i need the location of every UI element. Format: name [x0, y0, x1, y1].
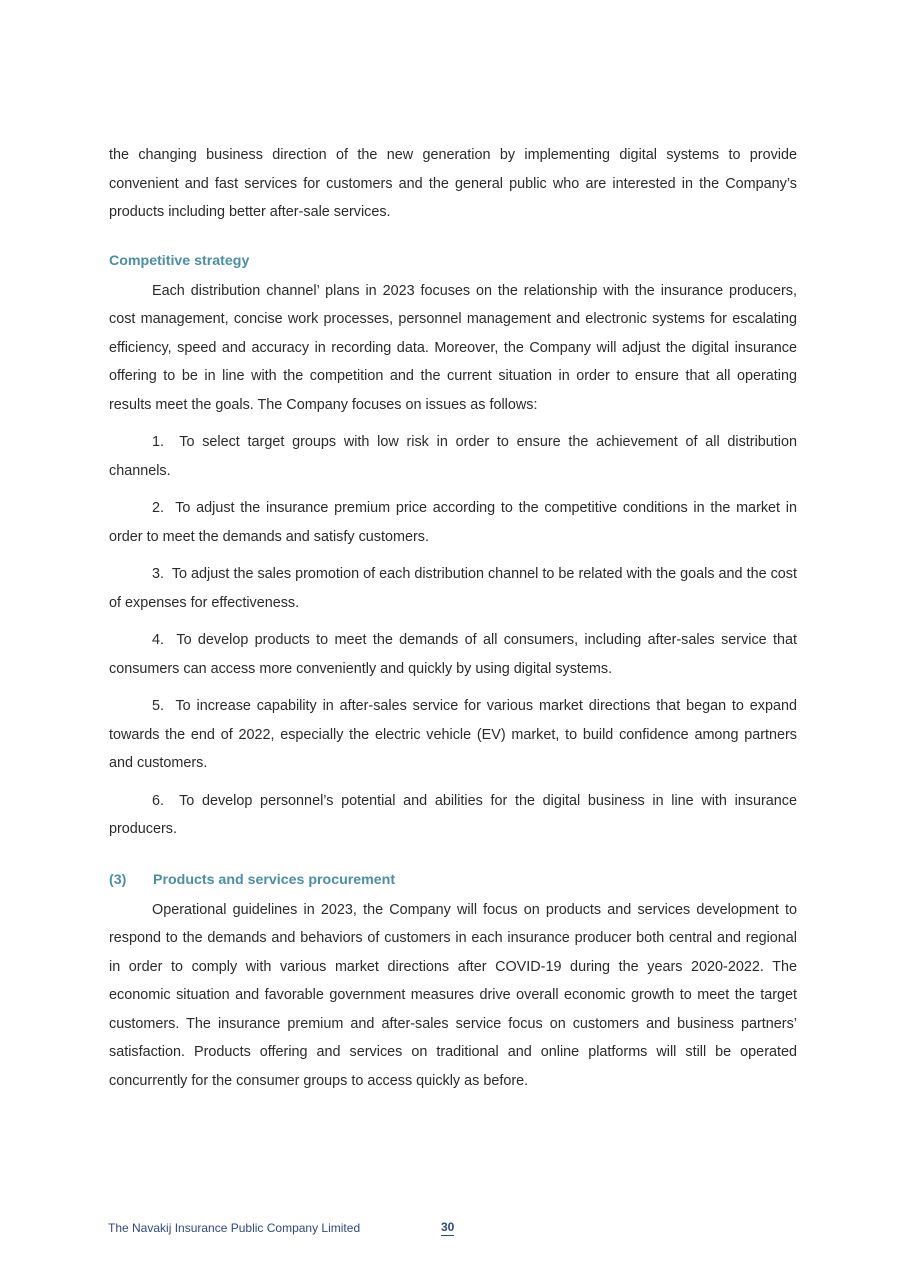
page-number: 30	[441, 1220, 455, 1234]
list-item	[109, 692, 797, 778]
list-item-text: To adjust the insurance premium price according to the competitive conditions in the market in order to meet the demands and satisfy customers.	[109, 500, 797, 545]
competitive-strategy-heading: Competitive strategy	[109, 252, 250, 269]
list-item-text: To develop personnel’s potential and abilities for the digital business in line with insurance producers.	[109, 792, 797, 837]
page-body	[109, 141, 797, 1095]
page-footer	[108, 1219, 468, 1241]
list-item-number: 6.	[152, 792, 165, 809]
list-item	[109, 787, 797, 844]
procurement-paragraph: Operational guidelines in 2023, the Company will focus on products and services development to respond to the demands and behaviors of customers in each insurance producer both central and regional in order to comply with various market directions after COVID-19 during the years 2020-2022. The economic situation and favorable government measures drive overall economic growth to meet the target customers. The insurance premium and after-sales service focus on customers and business partners’ satisfaction. Products offering and services on traditional and online platforms will still be operated concurrently for the consumer groups to access quickly as before.	[109, 901, 797, 1089]
procurement-heading	[109, 866, 797, 894]
strategy-list	[109, 428, 797, 844]
list-item	[109, 560, 797, 617]
list-item	[109, 428, 797, 485]
section-title: Products and services procurement	[153, 871, 396, 888]
list-item-number: 4.	[152, 632, 165, 648]
list-item-text: To develop products to meet the demands of all consumers, including after-sales service that consumers can access more conveniently and quickly by using digital systems.	[109, 632, 797, 677]
list-item	[109, 494, 797, 551]
list-item	[109, 626, 797, 683]
list-item-number: 2.	[152, 500, 165, 516]
list-item-number: 1.	[152, 434, 165, 450]
competitive-strategy-paragraph: Each distribution channel’ plans in 2023 focuses on the relationship with the insurance producers, cost management, concise work processes, personnel management and electronic systems for escalating efficiency, speed and accuracy in recording data. Moreover, the Company will adjust the digital insurance offering to be in line with the competition and the current situation in order to ensure that all operating results meet the goals. The Company focuses on issues as follows:	[109, 282, 797, 413]
intro-paragraph: the changing business direction of the new generation by implementing digital systems to provide convenient and fast services for customers and the general public who are interested in the Company’s products including better after-sale services.	[109, 147, 797, 220]
list-item-text: To select target groups with low risk in order to ensure the achievement of all distribution channels.	[109, 434, 797, 479]
footer-company-name: The Navakij Insurance Public Company Limited	[108, 1221, 361, 1235]
list-item-text: To increase capability in after-sales service for various market directions that began to expand towards the end of 2022, especially the electric vehicle (EV) market, to build confidence among partners and customers.	[109, 698, 797, 771]
list-item-text: To adjust the sales promotion of each distribution channel to be related with the goals and the cost of expenses for effectiveness.	[109, 566, 797, 611]
list-item-number: 5.	[152, 698, 165, 714]
list-item-number: 3.	[152, 566, 165, 582]
section-number: (3)	[109, 871, 127, 888]
